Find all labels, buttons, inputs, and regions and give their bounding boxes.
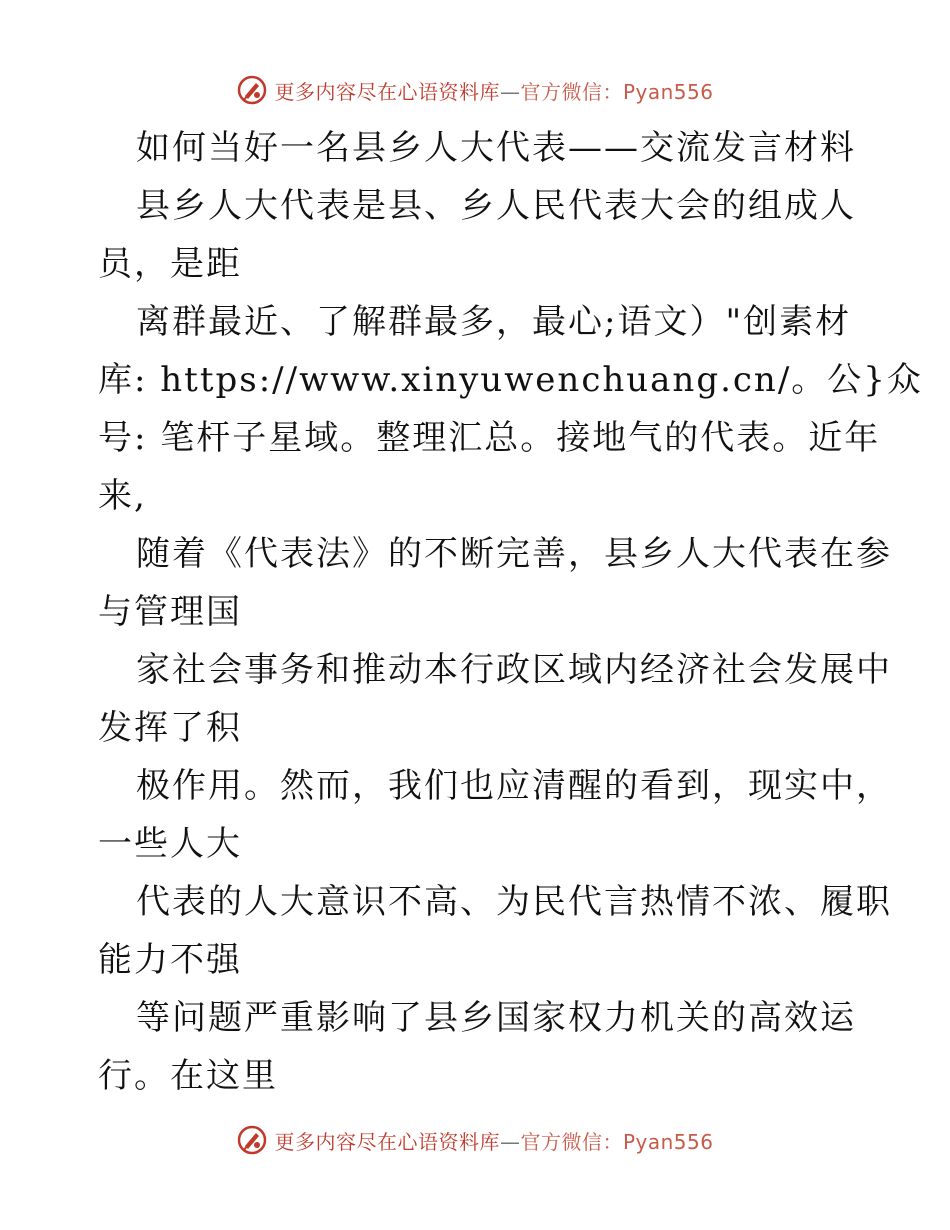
paragraph-line: 库: https://www.xinyuwenchuang.cn/。公}众 <box>98 360 923 400</box>
paragraph-line: 家社会事务和推动本行政区域内经济社会发展中 <box>136 650 892 690</box>
paragraph-line: 代表的人大意识不高、为民代言热情不浓、履职 <box>136 882 892 922</box>
paragraph-line: 来, <box>98 476 147 516</box>
paragraph-line: 能力不强 <box>98 940 242 980</box>
quill-circle-logo-icon <box>236 74 268 106</box>
banner-text: 更多内容尽在心语资料库—官方微信：Pyan556 <box>274 1129 714 1154</box>
paragraph-line: 极作用。然而，我们也应清醒的看到，现实中， <box>136 766 892 806</box>
paragraph-line: 号: 笔杆子星域。整理汇总。接地气的代表。近年 <box>98 418 881 458</box>
paragraph-line: 一些人大 <box>98 824 242 864</box>
paragraph-line: 县乡人大代表是县、乡人民代表大会的组成人 <box>136 186 856 226</box>
paragraph-line: 发挥了积 <box>98 708 242 748</box>
document-title: 如何当好一名县乡人大代表——交流发言材料 <box>136 128 856 168</box>
paragraph-line: 与管理国 <box>98 592 242 632</box>
paragraph-line: 等问题严重影响了县乡国家权力机关的高效运 <box>136 998 856 1038</box>
footer-watermark-banner <box>0 1120 950 1160</box>
paragraph-line: 离群最近、了解群最多，最心;语文）"创素材 <box>136 302 852 342</box>
quill-circle-logo-icon <box>236 1124 268 1156</box>
paragraph-line: 行。在这里 <box>98 1056 278 1096</box>
banner-text: 更多内容尽在心语资料库—官方微信：Pyan556 <box>274 79 714 104</box>
header-watermark-banner <box>0 70 950 110</box>
paragraph-line: 员，是距 <box>98 244 242 284</box>
paragraph-line: 随着《代表法》的不断完善，县乡人大代表在参 <box>136 534 892 574</box>
